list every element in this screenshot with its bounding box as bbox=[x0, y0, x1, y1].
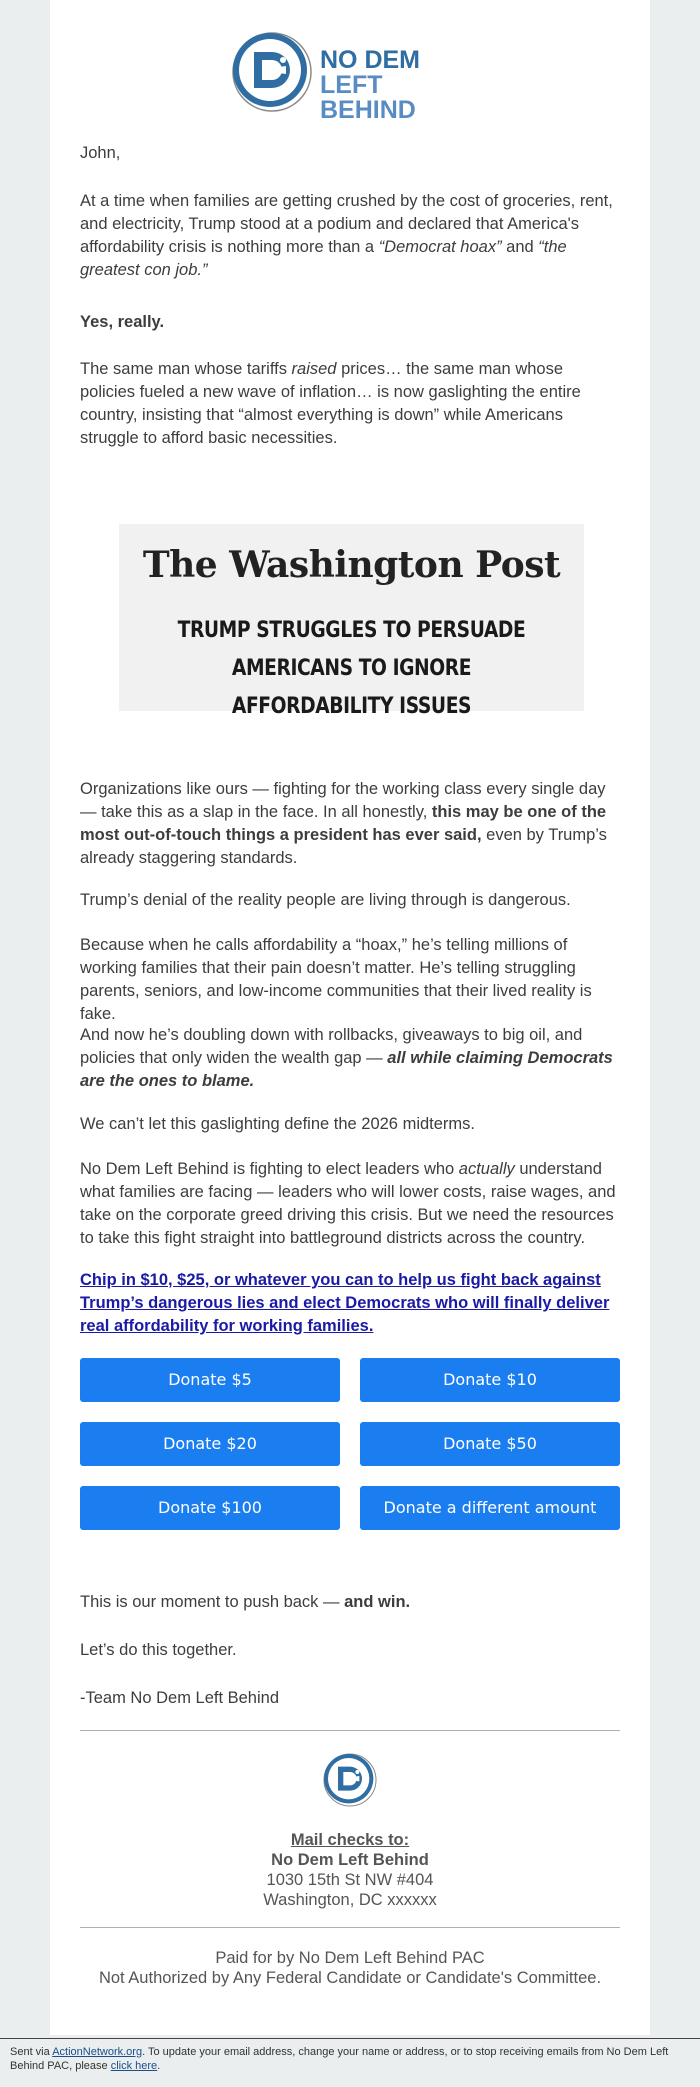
donate-10-button[interactable]: Donate $10 bbox=[360, 1358, 620, 1402]
footer-prefix: Sent via bbox=[10, 2046, 53, 2058]
p1-quote2: “the greatest con job.” bbox=[80, 238, 567, 279]
footer-middle: . To update your email address, change your name or address, or to stop receiving emails from No Dem Left Behind PAC, please bbox=[10, 2046, 669, 2072]
p3-a: The same man whose tariffs bbox=[80, 360, 292, 378]
paragraph-2 bbox=[80, 311, 620, 334]
donate-20-button[interactable]: Donate $20 bbox=[80, 1422, 340, 1466]
paragraph-6: Because when he calls affordability a “hoax,” he’s telling millions of working families that their pain doesn’t matter. He’s telling struggling parents, seniors, and low-income communities that their lived reality is fake. bbox=[80, 936, 592, 1023]
p7-bold-italic: all while claiming Democrats are the ones to blame. bbox=[80, 1049, 613, 1090]
mail-heading: Mail checks to: bbox=[290, 1831, 410, 1849]
news-screenshot-image bbox=[119, 524, 584, 719]
logo-line1: NO DEM bbox=[320, 46, 420, 74]
click-here-link[interactable]: click here bbox=[110, 2060, 158, 2072]
p9-em: actually bbox=[458, 1160, 515, 1178]
divider bbox=[80, 1927, 620, 1928]
header-logo bbox=[230, 30, 480, 124]
logo-line2: LEFT BEHIND bbox=[320, 71, 416, 124]
paragraph-1 bbox=[80, 190, 620, 282]
paragraph-10 bbox=[80, 1591, 620, 1614]
p3-b: prices… the same man whose policies fueled a new wave of inflation… is now gaslighting the entire country, insisting that “almost everything is down” while Americans struggle to afford basic necessities. bbox=[80, 360, 581, 447]
logo-wordmark bbox=[320, 48, 480, 123]
news-headline: TRUMP STRUGGLES TO PERSUADE AMERICANS TO IGNORE AFFORDABILITY ISSUES bbox=[177, 618, 526, 719]
p4-a: Organizations like ours — fighting for the working class every single day — take this as a slap in the face. In all honestly, bbox=[80, 780, 606, 821]
mail-street: 1030 15th St NW #404 bbox=[266, 1871, 434, 1889]
donate-5-button[interactable]: Donate $5 bbox=[80, 1358, 340, 1402]
p4-c: even by Trump’s already staggering standards. bbox=[80, 826, 607, 867]
p10-bold: and win. bbox=[344, 1593, 411, 1611]
mail-name: No Dem Left Behind bbox=[271, 1851, 429, 1869]
p3-em: raised bbox=[291, 360, 337, 378]
mail-city: Washington, DC xxxxxx bbox=[263, 1891, 437, 1909]
p10-a: This is our moment to push back — bbox=[80, 1593, 345, 1611]
p7-a: And now he’s doubling down with rollbacks, giveaways to big oil, and policies that only widen the wealth gap — bbox=[80, 1026, 583, 1067]
donate-cta-link[interactable]: Chip in $10, $25, or whatever you can to help us fight back against Trump’s dangerous lies and elect Democrats who will finally deliver real affordability for working families. bbox=[80, 1271, 610, 1335]
p1-quote1: “Democrat hoax” bbox=[378, 238, 502, 256]
p2-bold: Yes, really. bbox=[80, 313, 165, 331]
paragraph-5: Trump’s denial of the reality people are living through is dangerous. bbox=[80, 891, 571, 909]
p4-bold: this may be one of the most out-of-touch things a president has ever said, bbox=[80, 803, 607, 844]
unsubscribe-footer bbox=[0, 2038, 700, 2087]
not-authorized-line: Not Authorized by Any Federal Candidate or Candidate's Committee. bbox=[98, 1969, 602, 1987]
greeting: John, bbox=[80, 144, 121, 162]
email-body bbox=[50, 0, 650, 2035]
paragraph-11: Let’s do this together. bbox=[80, 1641, 237, 1659]
signoff: -Team No Dem Left Behind bbox=[80, 1689, 280, 1707]
donate-other-button[interactable]: Donate a different amount bbox=[360, 1486, 620, 1530]
footer-d-logo-icon bbox=[322, 1752, 378, 1808]
paid-for-disclaimer bbox=[50, 1948, 650, 1988]
paragraph-8: We can’t let this gaslighting define the 2026 midterms. bbox=[80, 1115, 475, 1133]
d-logo-icon bbox=[230, 30, 314, 114]
mail-checks-block bbox=[50, 1830, 650, 1910]
p1-text: At a time when families are getting crushed by the cost of groceries, rent, and electricity, Trump stood at a podium and declared that America's affordability crisis is nothing more than a bbox=[80, 192, 613, 256]
donate-100-button[interactable]: Donate $100 bbox=[80, 1486, 340, 1530]
footer-suffix: . bbox=[157, 2060, 161, 2072]
p9-b: understand what families are facing — leaders who will lower costs, raise wages, and take on the corporate greed driving this crisis. But we need the resources to take this fight straight into battleground districts across the country. bbox=[80, 1160, 616, 1247]
paragraph-9 bbox=[80, 1158, 620, 1250]
divider bbox=[80, 1730, 620, 1731]
p9-a: No Dem Left Behind is fighting to elect leaders who bbox=[80, 1160, 459, 1178]
news-masthead: The Washington Post bbox=[142, 544, 561, 586]
actionnetwork-link[interactable]: ActionNetwork.org bbox=[52, 2046, 143, 2058]
paragraph-3 bbox=[80, 358, 620, 450]
paragraph-4 bbox=[80, 778, 620, 870]
paid-for-line: Paid for by No Dem Left Behind PAC bbox=[215, 1949, 485, 1967]
donate-50-button[interactable]: Donate $50 bbox=[360, 1422, 620, 1466]
paragraph-7 bbox=[80, 1024, 620, 1093]
p1-mid: and bbox=[501, 238, 539, 256]
